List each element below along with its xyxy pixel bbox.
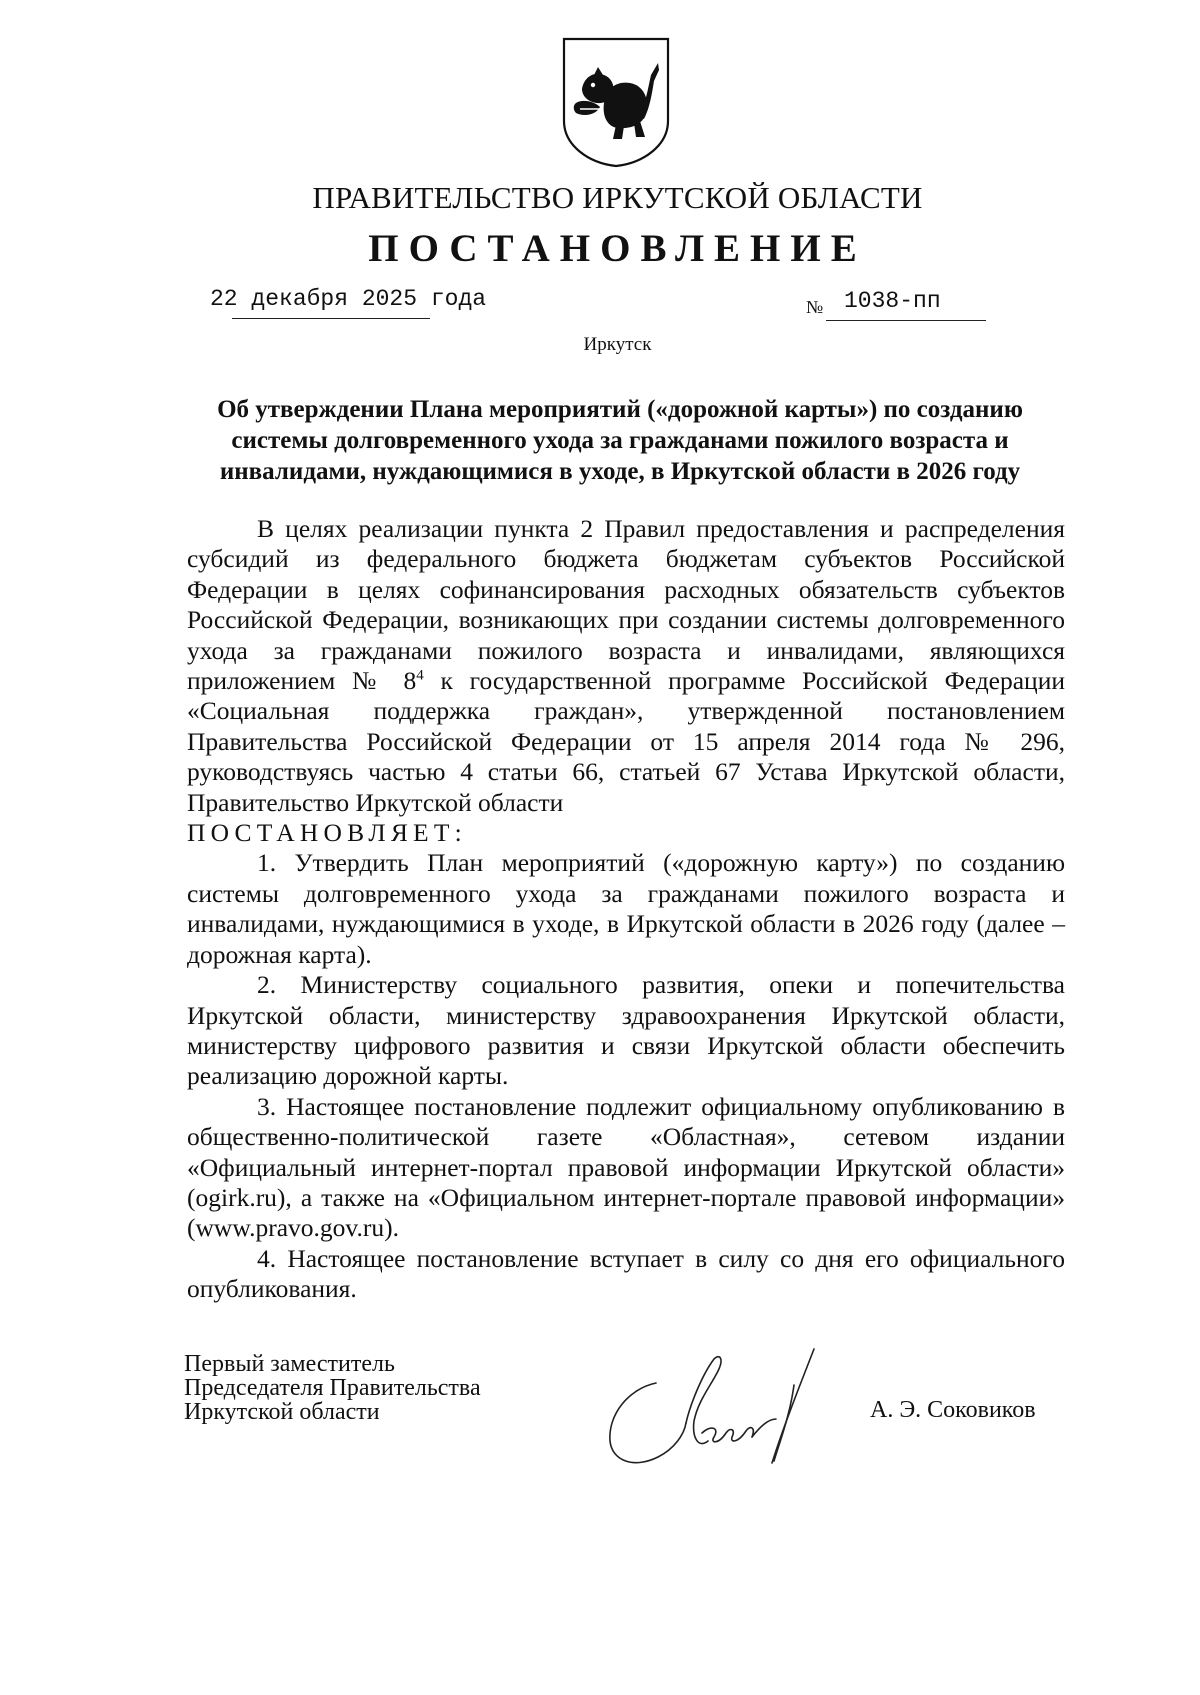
issue-city: Иркутск xyxy=(583,334,652,355)
item-paragraph: 4. Настоящее постановление вступает в силу со дня его официального опубликования. xyxy=(187,1243,1065,1304)
position-line: Первый заместитель xyxy=(184,1351,395,1377)
position-line: Иркутской области xyxy=(184,1399,380,1425)
decree-word: ПОСТАНОВЛЯЕТ: xyxy=(187,818,467,848)
preamble-text: В целях реализации пункта 2 Правил предоставления и распределения субсидий из федерального бюджета бюджетам субъектов Российской Федерации в целях софинансирования расходных обязательств субъектов Российской Федерации, возникающих при создании системы долговременного ухода за гражданами пожилого возраста и инвалидами, являющихся приложением № 8 xyxy=(187,514,1065,696)
date-underline xyxy=(232,318,430,319)
document-date: 22 декабря 2025 года xyxy=(210,286,487,312)
item-paragraph: 1. Утвердить План мероприятий («дорожную карту») по созданию системы долговременного ухода за гражданами пожилого возраста и инвалидами, нуждающимися в уходе, в Иркутской области в 2026 году (далее – дорожная карта). xyxy=(187,848,1065,969)
signatory-name: А. Э. Соковиков xyxy=(870,1397,1036,1423)
coat-of-arms-icon xyxy=(560,33,672,169)
document-title xyxy=(150,394,1090,487)
preamble-paragraph xyxy=(187,514,1065,818)
handwritten-signature xyxy=(598,1345,828,1475)
title-line: Об утверждении Плана мероприятий («дорожной карты») по созданию xyxy=(217,396,1023,423)
document-body xyxy=(187,514,1065,1305)
title-line: системы долговременного ухода за гражданами пожилого возраста и xyxy=(231,427,1009,454)
item-paragraph: 3. Настоящее постановление подлежит официальному опубликованию в общественно-политической газете «Областная», сетевом издании «Официальный интернет-портал правовой информации Иркутской области» (ogirk.ru), а также на «Официальном интернет-портале правовой информации» (www.pravo.gov.ru). xyxy=(187,1091,1065,1243)
number-underline xyxy=(826,320,986,321)
title-line: инвалидами, нуждающимися в уходе, в Иркутской области в 2026 году xyxy=(219,458,1021,485)
position-line: Председателя Правительства xyxy=(184,1375,481,1401)
organization-name: ПРАВИТЕЛЬСТВО ИРКУТСКОЙ ОБЛАСТИ xyxy=(312,180,923,215)
number-sign: № xyxy=(806,297,824,317)
superscript: 4 xyxy=(416,667,424,684)
item-paragraph: 2. Министерству социального развития, опеки и попечительства Иркутской области, министерству здравоохранения Иркутской области, министерству цифрового развития и связи Иркутской области обеспечить реализацию дорожной карты. xyxy=(187,970,1065,1091)
document-number: 1038-пп xyxy=(844,288,941,314)
preamble-text: к государственной программе Российской Федерации «Социальная поддержка граждан», утвержденной постановлением Правительства Российской Федерации от 15 апреля 2014 года № 296, руководствуясь частью 4 статьи 66, статьей 67 Устава Иркутской области, Правительство Иркутской области xyxy=(187,666,1065,817)
document-type: ПОСТАНОВЛЕНИЕ xyxy=(368,227,867,270)
signatory-position xyxy=(184,1352,481,1424)
